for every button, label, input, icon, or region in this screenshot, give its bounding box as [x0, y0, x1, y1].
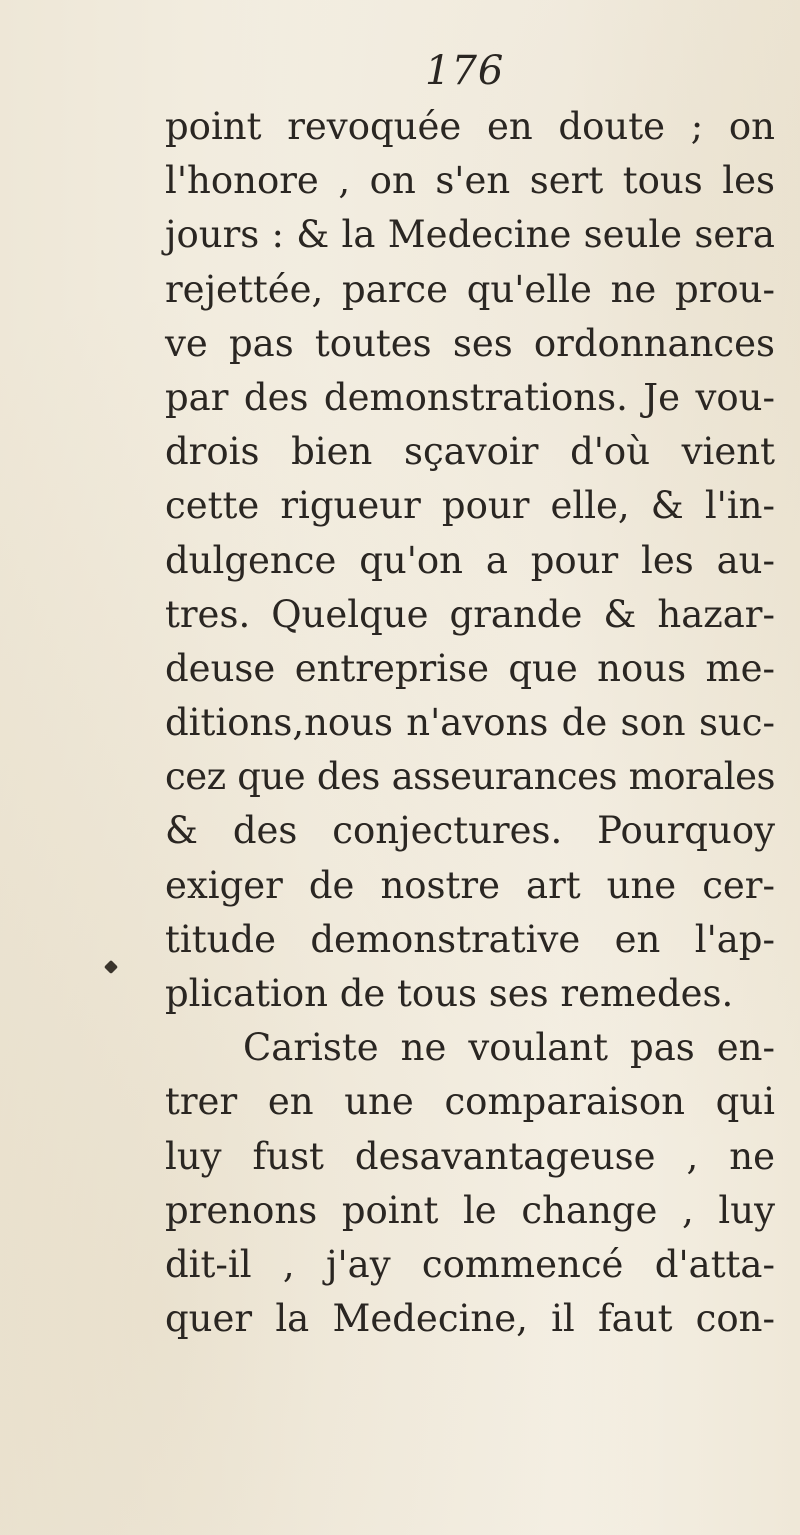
- text-line: dit-il , j'ay commencé d'atta-: [165, 1242, 775, 1286]
- text-line: tres. Quelque grande & hazar-: [165, 592, 775, 636]
- text-line: titude demonstrative en l'ap-: [165, 917, 775, 961]
- text-line: prenons point le change , luy: [165, 1188, 775, 1232]
- text-line: Cariste ne voulant pas en-: [243, 1026, 775, 1070]
- margin-mark: [104, 960, 118, 974]
- text-line: deuse entreprise que nous me-: [165, 646, 775, 690]
- text-line: ditions,nous n'avons de son suc-: [165, 701, 775, 745]
- text-line: luy fust desavantageuse , ne: [165, 1134, 775, 1178]
- text-line: drois bien sçavoir d'où vient: [165, 430, 775, 474]
- text-line: par des demonstrations. Je vou-: [165, 375, 775, 419]
- text-line: jours : & la Medecine seule sera: [165, 213, 775, 257]
- text-line: ve pas toutes ses ordonnances: [165, 321, 775, 365]
- text-line: l'honore , on s'en sert tous les: [165, 159, 775, 203]
- text-line: exiger de nostre art une cer-: [165, 863, 775, 907]
- text-line: cez que des asseurances morales: [165, 755, 775, 799]
- paragraph-1: [165, 100, 775, 1021]
- page-text: [165, 100, 775, 1346]
- text-line: quer la Medecine, il faut con-: [165, 1297, 775, 1341]
- paragraph-2: [165, 1021, 775, 1346]
- text-line: cette rigueur pour elle, & l'in-: [165, 484, 775, 528]
- page-number: 176: [425, 48, 505, 94]
- text-line: & des conjectures. Pourquoy: [165, 809, 775, 853]
- text-line: trer en une comparaison qui: [165, 1080, 775, 1124]
- text-line: dulgence qu'on a pour les au-: [165, 538, 775, 582]
- text-line: plication de tous ses remedes.: [165, 972, 734, 1015]
- text-line: point revoquée en doute ; on: [165, 105, 775, 148]
- text-line: rejettée, parce qu'elle ne prou-: [165, 267, 775, 311]
